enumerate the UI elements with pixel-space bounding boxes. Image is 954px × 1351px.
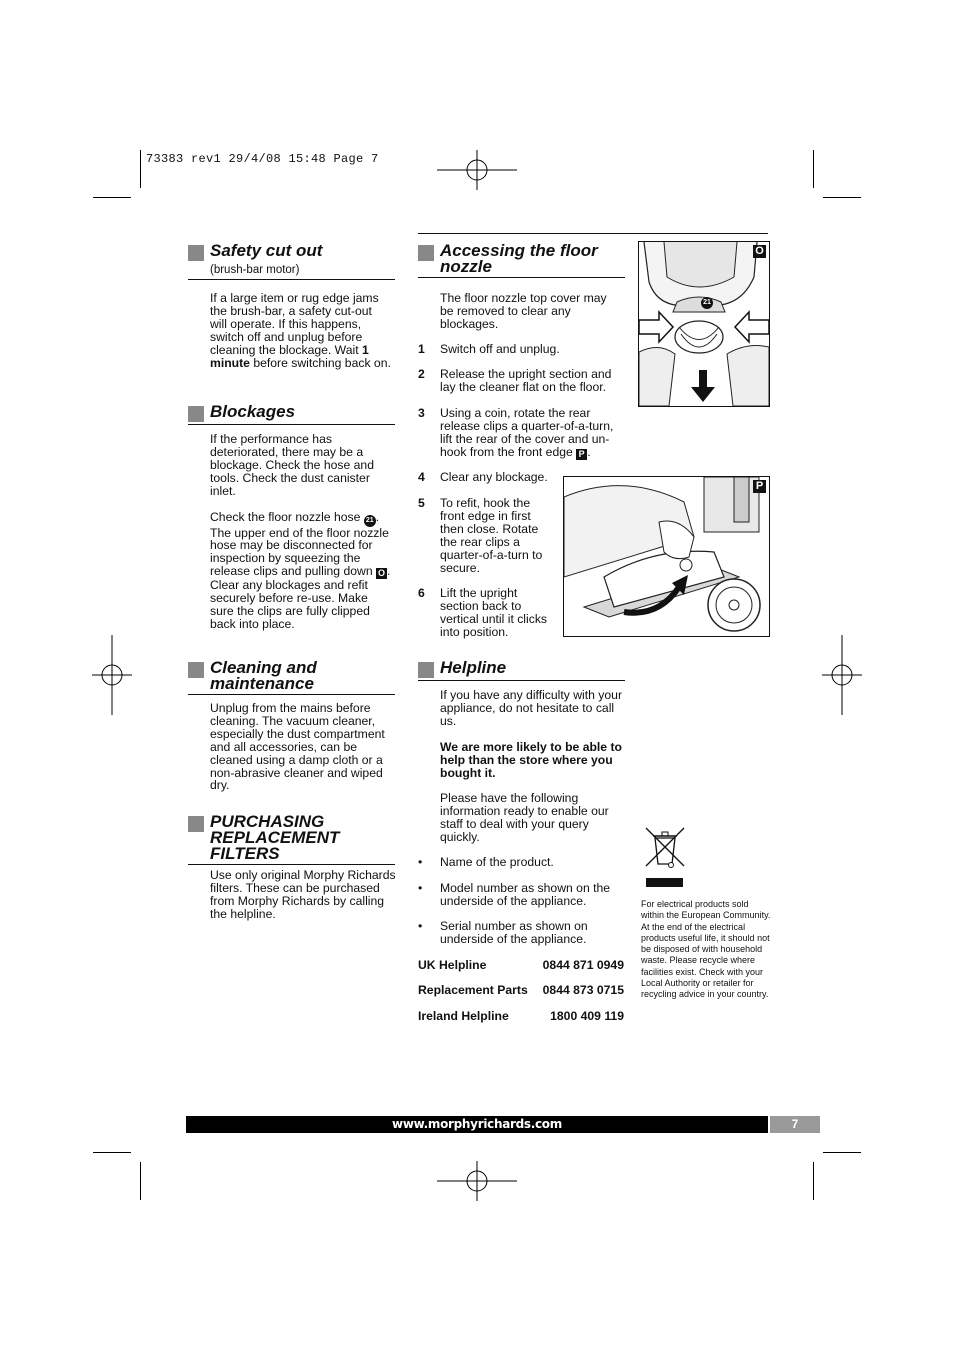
crossed-out-bin-icon xyxy=(644,826,686,888)
heading-square-icon xyxy=(188,245,204,261)
blockages-heading xyxy=(188,404,395,425)
figure-o-ref-icon: O xyxy=(377,568,385,579)
safety-heading xyxy=(188,243,395,280)
page-number: 7 xyxy=(770,1116,820,1133)
accessing-intro: The floor nozzle top cover may be removed to clear any blockages. xyxy=(440,291,607,331)
registration-mark-top xyxy=(437,150,517,190)
helpline-para-1: If you have any difficulty with your appliance, do not hesitate to call us. xyxy=(440,688,623,728)
accessing-title: Accessing the floor nozzle xyxy=(440,241,598,276)
safety-text: If a large item or rug edge jams the brush-bar, a safety cut-out will operate. If this happens, switch off and unplug before cleaning the blockage. Wait 1 minute before switching back on. xyxy=(210,291,391,370)
print-code: 73383 rev1 29/4/08 15:48 Page 7 xyxy=(146,152,379,166)
filters-text: Use only original Morphy Richards filters. These can be purchased from Morphy Richards by calling the helpline. xyxy=(210,868,396,921)
blockages-para-2: Check the floor nozzle hose 21 . The upper end of the floor nozzle hose may be disconnected for inspection by squeezing the release clips and pulling down O . Clear any blockages and refit securely before re-use. Make sure the clips are fully clipped back into place. xyxy=(210,509,391,631)
filters-heading xyxy=(188,814,395,865)
blockages-para-1: If the performance has deteriorated, there may be a blockage. Check the hose and tools. Check the dust canister inlet. xyxy=(210,432,374,498)
helpline-row-ireland xyxy=(418,1009,624,1023)
helpline-number: 1800 409 119 xyxy=(550,1009,624,1023)
helpline-heading xyxy=(418,660,625,681)
cleaning-text: Unplug from the mains before cleaning. The vacuum cleaner, especially the dust compartment and all accessories, can be cleaned using a damp cloth or a non-abrasive cleaner and wiped dry. xyxy=(210,701,385,793)
blockages-text xyxy=(210,433,392,644)
figure-p-flag: P xyxy=(753,480,766,493)
heading-square-icon xyxy=(188,816,204,832)
helpline-label: Ireland Helpline xyxy=(418,1009,509,1023)
weee-notice: For electrical products sold within the European Community. At the end of the electrical products useful life, it should not be disposed of with household waste. Please recycle where facilities exist. Check with your Local Authority or retailer for recycling advice in your country. xyxy=(641,899,771,1000)
helpline-text xyxy=(440,689,622,857)
figure-p-ref-icon: P xyxy=(576,449,587,460)
helpline-label: Replacement Parts xyxy=(418,983,528,997)
filters-title: PURCHASING REPLACEMENT FILTERS xyxy=(210,812,340,863)
footer-url[interactable]: www.morphyrichards.com xyxy=(392,1117,562,1131)
registration-mark-right xyxy=(822,635,862,715)
figure-o-flag: O xyxy=(753,245,766,258)
safety-title: Safety cut out xyxy=(210,241,323,260)
helpline-para-3: Please have the following information ready to enable our staff to deal with your query quickly. xyxy=(440,791,609,845)
part-21-badge-icon: 21 xyxy=(701,297,713,309)
helpline-number: 0844 873 0715 xyxy=(542,983,624,997)
figure-o xyxy=(638,241,770,407)
helpline-row-uk xyxy=(418,958,624,972)
cleaning-heading xyxy=(188,660,395,695)
floor-nozzle-clips-illustration xyxy=(639,242,769,406)
floor-nozzle-cover-illustration xyxy=(564,477,769,636)
registration-mark-left xyxy=(92,635,132,715)
helpline-row-parts xyxy=(418,983,624,997)
figure-p xyxy=(563,476,770,637)
top-rule xyxy=(418,233,768,234)
helpline-number: 0844 871 0949 xyxy=(542,958,624,972)
helpline-label: UK Helpline xyxy=(418,958,487,972)
helpline-title: Helpline xyxy=(440,658,507,677)
heading-square-icon xyxy=(418,662,434,678)
cleaning-title: Cleaning and maintenance xyxy=(210,658,317,693)
part-21-badge-icon: 21 xyxy=(364,515,376,527)
accessing-heading xyxy=(418,243,625,278)
helpline-para-2: We are more likely to be able to help than the store where you bought it. xyxy=(440,739,622,780)
safety-subtitle: (brush-bar motor) xyxy=(210,264,300,276)
blockages-title: Blockages xyxy=(210,402,296,421)
heading-square-icon xyxy=(188,406,204,422)
heading-square-icon xyxy=(418,245,434,261)
heading-square-icon xyxy=(188,662,204,678)
registration-mark-bottom xyxy=(437,1161,517,1201)
